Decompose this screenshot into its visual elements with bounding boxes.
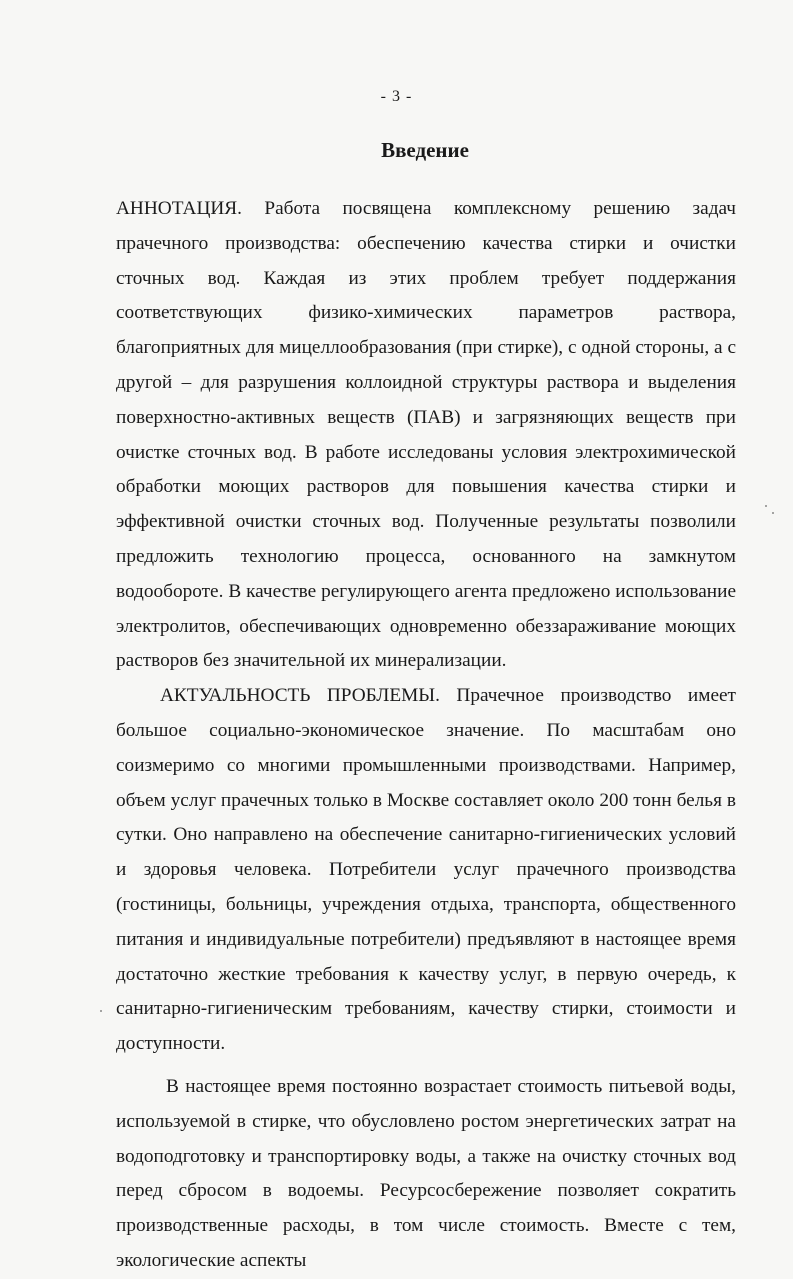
scan-speck [772,512,774,514]
page-number: - 3 - [380,88,413,105]
section-heading: Введение [381,138,469,162]
scan-speck [765,505,767,507]
paragraph-annotation: АННОТАЦИЯ. Работа посвящена комплексному решению задач прачечного производства: обеспечению качества стирки и очистки сточных вод. Каждая из этих проблем требует поддержания соответствующих физико-химических параметров раствора, благоприятных для мицеллообразования (при стирке), с одной стороны, а с другой – для разрушения коллоидной структуры раствора и выделения поверхностно-активных веществ (ПАВ) и загрязняющих веществ при очистке сточных вод. В работе исследованы условия электрохимической обработки моющих растворов для повышения качества стирки и эффективной очистки сточных вод. Полученные результаты позволили предложить технологию процесса, основанного на замкнутом водообороте. В качестве регулирующего агента предложено использование электролитов, обеспечивающих одновременно обеззараживание моющих растворов без значительной их минерализации. [116,198,736,672]
paragraph-water-cost: В настоящее время постоянно возрастает стоимость питьевой воды, используемой в стирке, что обусловлено ростом энергетических затрат на водоподготовку и транспортировку воды, а также на очистку сточных вод перед сбросом в водоемы. Ресурсосбережение позволяет сократить производственные расходы, в том числе стоимость. Вместе с тем, экологические аспекты [116,1075,736,1271]
scan-speck [100,1010,102,1012]
body-text [116,192,736,1279]
paragraph-relevance: АКТУАЛЬНОСТЬ ПРОБЛЕМЫ. Прачечное производство имеет большое социально-экономическое значение. По масштабам оно соизмеримо со многими промышленными производствами. Например, объем услуг прачечных только в Москве составляет около 200 тонн белья в сутки. Оно направлено на обеспечение санитарно-гигиенических условий и здоровья человека. Потребители услуг прачечного производства (гостиницы, больницы, учреждения отдыха, транспорта, общественного питания и индивидуальные потребители) предъявляют в настоящее время достаточно жесткие требования к качеству услуг, в первую очередь, к санитарно-гигиеническим требованиям, качеству стирки, стоимости и доступности. [116,685,736,1055]
